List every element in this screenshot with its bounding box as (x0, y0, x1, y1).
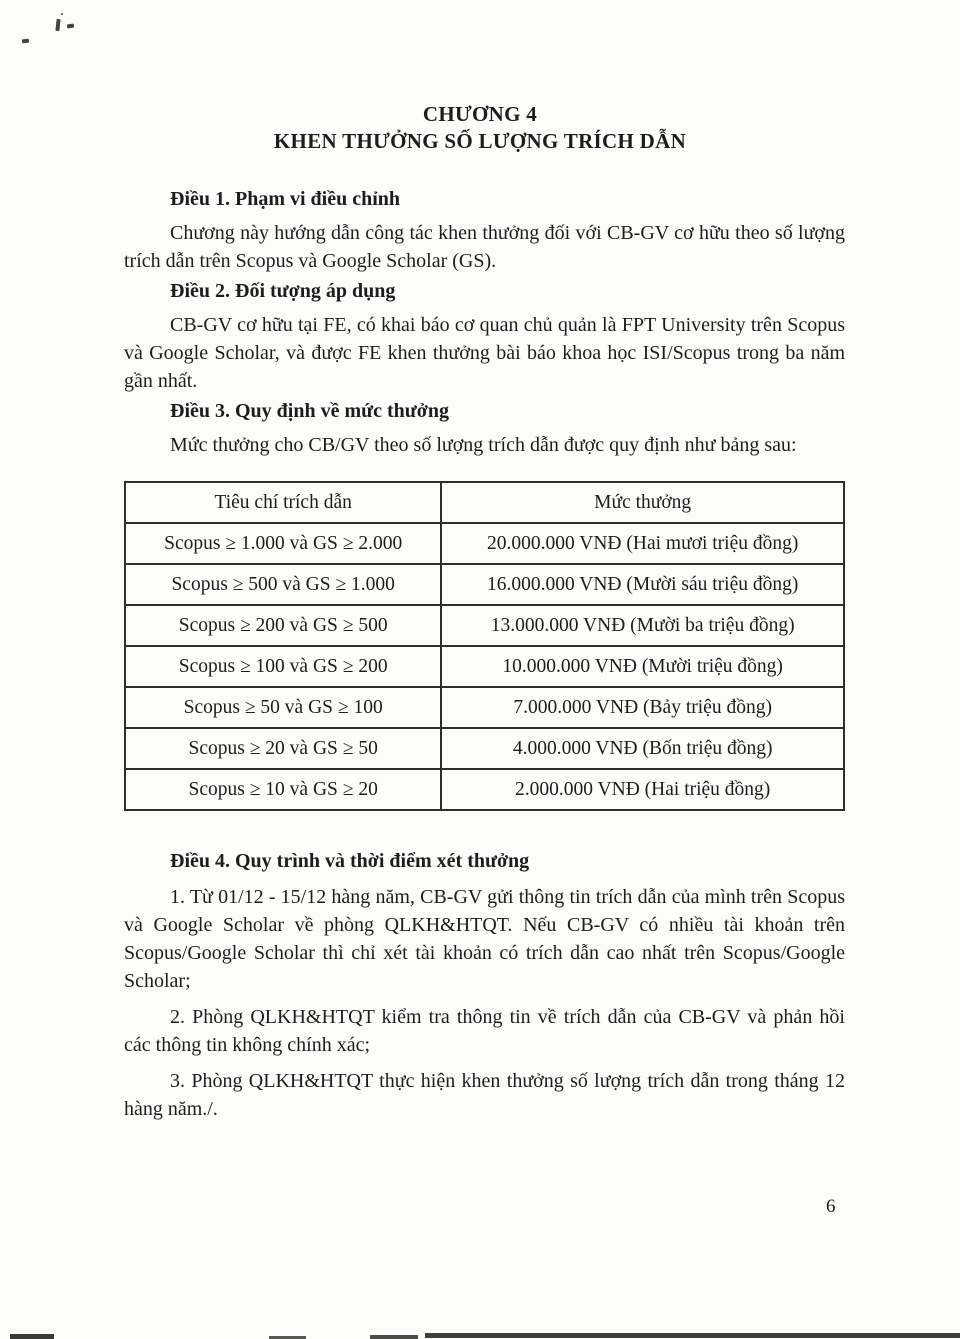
document-body (124, 185, 845, 1123)
section-3-heading: Điều 3. Quy định về mức thưởng (170, 400, 450, 422)
section-4-paragraph-1: 1. Từ 01/12 - 15/12 hàng năm, CB-GV gửi thông tin trích dẫn của mình trên Scopus và Google Scholar về phòng QLKH&HTQT. Nếu CB-GV có nhiều tài khoản trên Scopus/Google Scholar thì chỉ xét tài khoản có trích dẫn cao nhất trên Scopus/Google Scholar; (124, 886, 845, 992)
scan-edge-artifact (425, 1333, 960, 1338)
citation-reward-table (124, 481, 845, 811)
criteria-cell: Scopus ≥ 100 và GS ≥ 200 (125, 646, 441, 687)
section-4-heading: Điều 4. Quy trình và thời điểm xét thưởng (170, 850, 530, 872)
scan-edge-artifact (10, 1334, 54, 1339)
table-row (125, 687, 844, 728)
table-header-criteria: Tiêu chí trích dẫn (125, 482, 441, 523)
table-header-reward: Mức thưởng (441, 482, 844, 523)
section-3-paragraph: Mức thưởng cho CB/GV theo số lượng trích dẫn được quy định như bảng sau: (170, 434, 797, 456)
section-1-heading: Điều 1. Phạm vi điều chỉnh (170, 188, 401, 210)
table-row (125, 523, 844, 564)
table-header-row (125, 482, 844, 523)
chapter-name: KHEN THƯỞNG SỐ LƯỢNG TRÍCH DẪN (273, 129, 687, 153)
table-row (125, 769, 844, 810)
ink-speck (22, 39, 29, 44)
table-row (125, 605, 844, 646)
section-4-paragraph-2: 2. Phòng QLKH&HTQT kiểm tra thông tin về trích dẫn của CB-GV và phản hồi các thông tin không chính xác; (124, 1006, 845, 1056)
section-4-paragraph-3: 3. Phòng QLKH&HTQT thực hiện khen thưởng số lượng trích dẫn trong tháng 12 hàng năm./. (124, 1070, 845, 1120)
reward-cell: 16.000.000 VNĐ (Mười sáu triệu đồng) (441, 564, 844, 605)
table-row (125, 646, 844, 687)
criteria-cell: Scopus ≥ 1.000 và GS ≥ 2.000 (125, 523, 441, 564)
chapter-title-block (0, 0, 960, 155)
reward-cell: 20.000.000 VNĐ (Hai mươi triệu đồng) (441, 523, 844, 564)
table-row (125, 728, 844, 769)
criteria-cell: Scopus ≥ 10 và GS ≥ 20 (125, 769, 441, 810)
table-row (125, 564, 844, 605)
reward-cell: 2.000.000 VNĐ (Hai triệu đồng) (441, 769, 844, 810)
section-2-paragraph: CB-GV cơ hữu tại FE, có khai báo cơ quan chủ quản là FPT University trên Scopus và Google Scholar, và được FE khen thưởng bài báo khoa học ISI/Scopus trong ba năm gần nhất. (124, 314, 845, 392)
criteria-cell: Scopus ≥ 500 và GS ≥ 1.000 (125, 564, 441, 605)
criteria-cell: Scopus ≥ 20 và GS ≥ 50 (125, 728, 441, 769)
reward-cell: 13.000.000 VNĐ (Mười ba triệu đồng) (441, 605, 844, 646)
chapter-number: CHƯƠNG 4 (422, 102, 538, 126)
reward-cell: 7.000.000 VNĐ (Bảy triệu đồng) (441, 687, 844, 728)
ink-speck (61, 13, 63, 15)
criteria-cell: Scopus ≥ 200 và GS ≥ 500 (125, 605, 441, 646)
scan-edge-artifact (370, 1335, 418, 1339)
section-1-paragraph: Chương này hướng dẫn công tác khen thưởng đối với CB-GV cơ hữu theo số lượng trích dẫn trên Scopus và Google Scholar (GS). (124, 222, 845, 272)
reward-cell: 4.000.000 VNĐ (Bốn triệu đồng) (441, 728, 844, 769)
page-number: 6 (826, 1196, 836, 1217)
criteria-cell: Scopus ≥ 50 và GS ≥ 100 (125, 687, 441, 728)
reward-cell: 10.000.000 VNĐ (Mười triệu đồng) (441, 646, 844, 687)
section-2-heading: Điều 2. Đối tượng áp dụng (170, 280, 396, 302)
